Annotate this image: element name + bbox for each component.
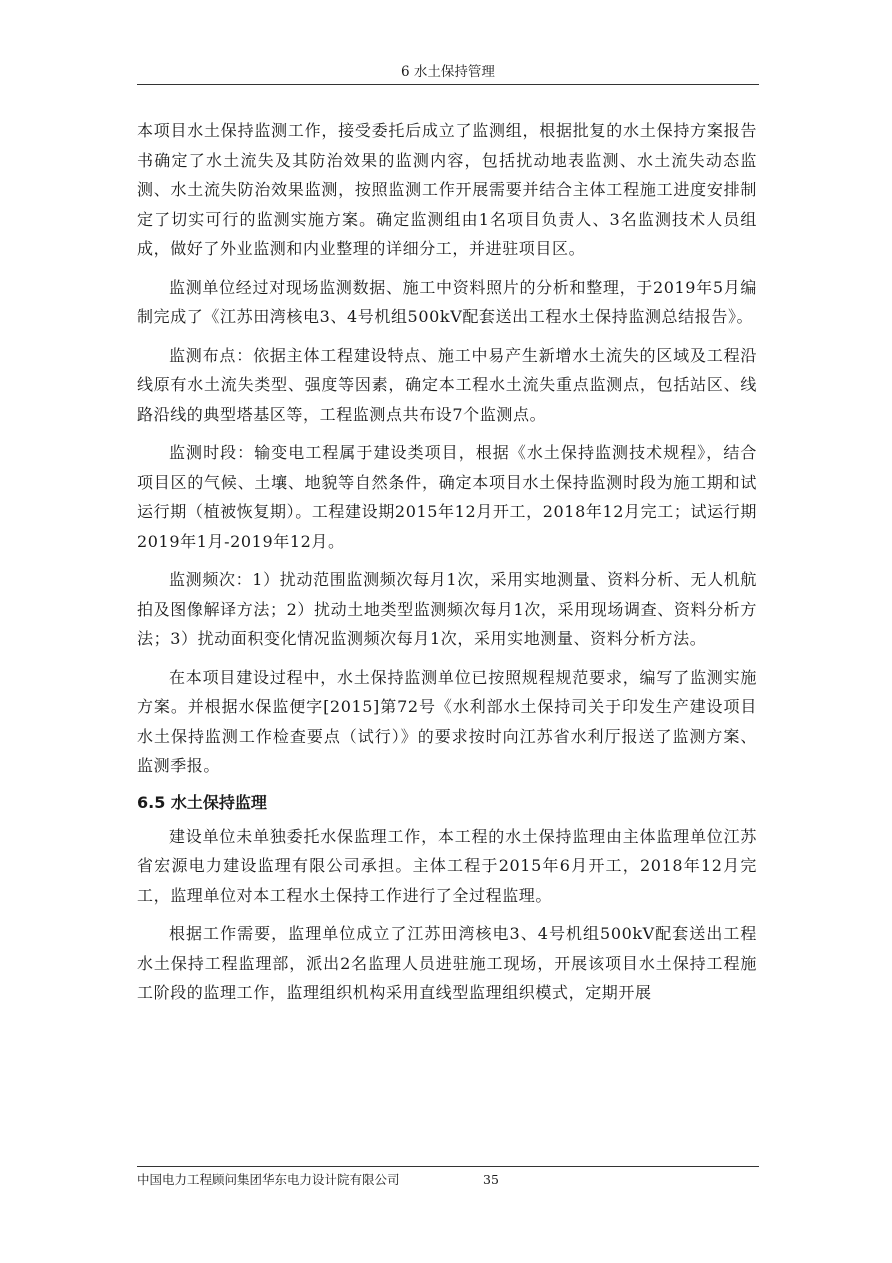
document-body xyxy=(137,116,757,1017)
paragraph-monitoring-frequency: 监测频次：1）扰动范围监测频次每月1次，采用实地测量、资料分析、无人机航拍及图像解译方法；2）扰动土地类型监测频次每月1次，采用现场调查、资料分析方法；3）扰动面积变化情况监测频次每月1次，采用实地测量、资料分析方法。 xyxy=(137,570,757,648)
paragraph-monitoring-period: 监测时段：输变电工程属于建设类项目，根据《水土保持监测技术规程》，结合项目区的气候、土壤、地貌等自然条件，确定本项目水土保持监测时段为施工期和试运行期（植被恢复期）。工程建设期2015年12月开工，2018年12月完工；试运行期2019年1月-2019年12月。 xyxy=(137,443,757,551)
footer-organization: 中国电力工程顾问集团华东电力设计院有限公司 xyxy=(137,1172,400,1187)
paragraph-monitoring-team: 本项目水土保持监测工作，接受委托后成立了监测组，根据批复的水土保持方案报告书确定了水土流失及其防治效果的监测内容，包括扰动地表监测、水土流失动态监测、水土流失防治效果监测，按照监测工作开展需要并结合主体工程施工进度安排制定了切实可行的监测实施方案。确定监测组由1名项目负责人、3名监测技术人员组成，做好了外业监测和内业整理的详细分工，并进驻项目区。 xyxy=(137,121,757,258)
page-header xyxy=(137,60,759,85)
paragraph-supervision-unit: 建设单位未单独委托水保监理工作，本工程的水土保持监理由主体监理单位江苏省宏源电力建设监理有限公司承担。主体工程于2015年6月开工，2018年12月完工，监理单位对本工程水土保持工作进行了全过程监理。 xyxy=(137,826,757,905)
paragraph-monitoring-reporting: 在本项目建设过程中，水土保持监测单位已按照规程规范要求，编写了监测实施方案。并根据水保监便字[2015]第72号《水利部水土保持司关于印发生产建设项目水土保持监测工作检查要点（试行）》的要求按时向江苏省水利厅报送了监测方案、监测季报。 xyxy=(137,667,757,775)
paragraph-monitoring-points: 监测布点：依据主体工程建设特点、施工中易产生新增水土流失的区域及工程沿线原有水土流失类型、强度等因素，确定本工程水土流失重点监测点，包括站区、线路沿线的典型塔基区等，工程监测点共布设7个监测点。 xyxy=(137,345,757,424)
paragraph-supervision-department: 根据工作需要，监理单位成立了江苏田湾核电3、4号机组500kV配套送出工程水土保持工程监理部，派出2名监理人员进驻施工现场，开展该项目水土保持工程施工阶段的监理工作，监理组织机构采用直线型监理组织模式，定期开展 xyxy=(137,924,757,1002)
page-number: 35 xyxy=(483,1172,499,1187)
page-footer xyxy=(137,1166,759,1189)
paragraph-monitoring-report: 监测单位经过对现场监测数据、施工中资料照片的分析和整理，于2019年5月编制完成了《江苏田湾核电3、4号机组500kV配套送出工程水土保持监测总结报告》。 xyxy=(137,277,757,326)
header-title: 6 水土保持管理 xyxy=(401,64,495,80)
section-heading-supervision: 6.5 水土保持监理 xyxy=(137,792,267,812)
